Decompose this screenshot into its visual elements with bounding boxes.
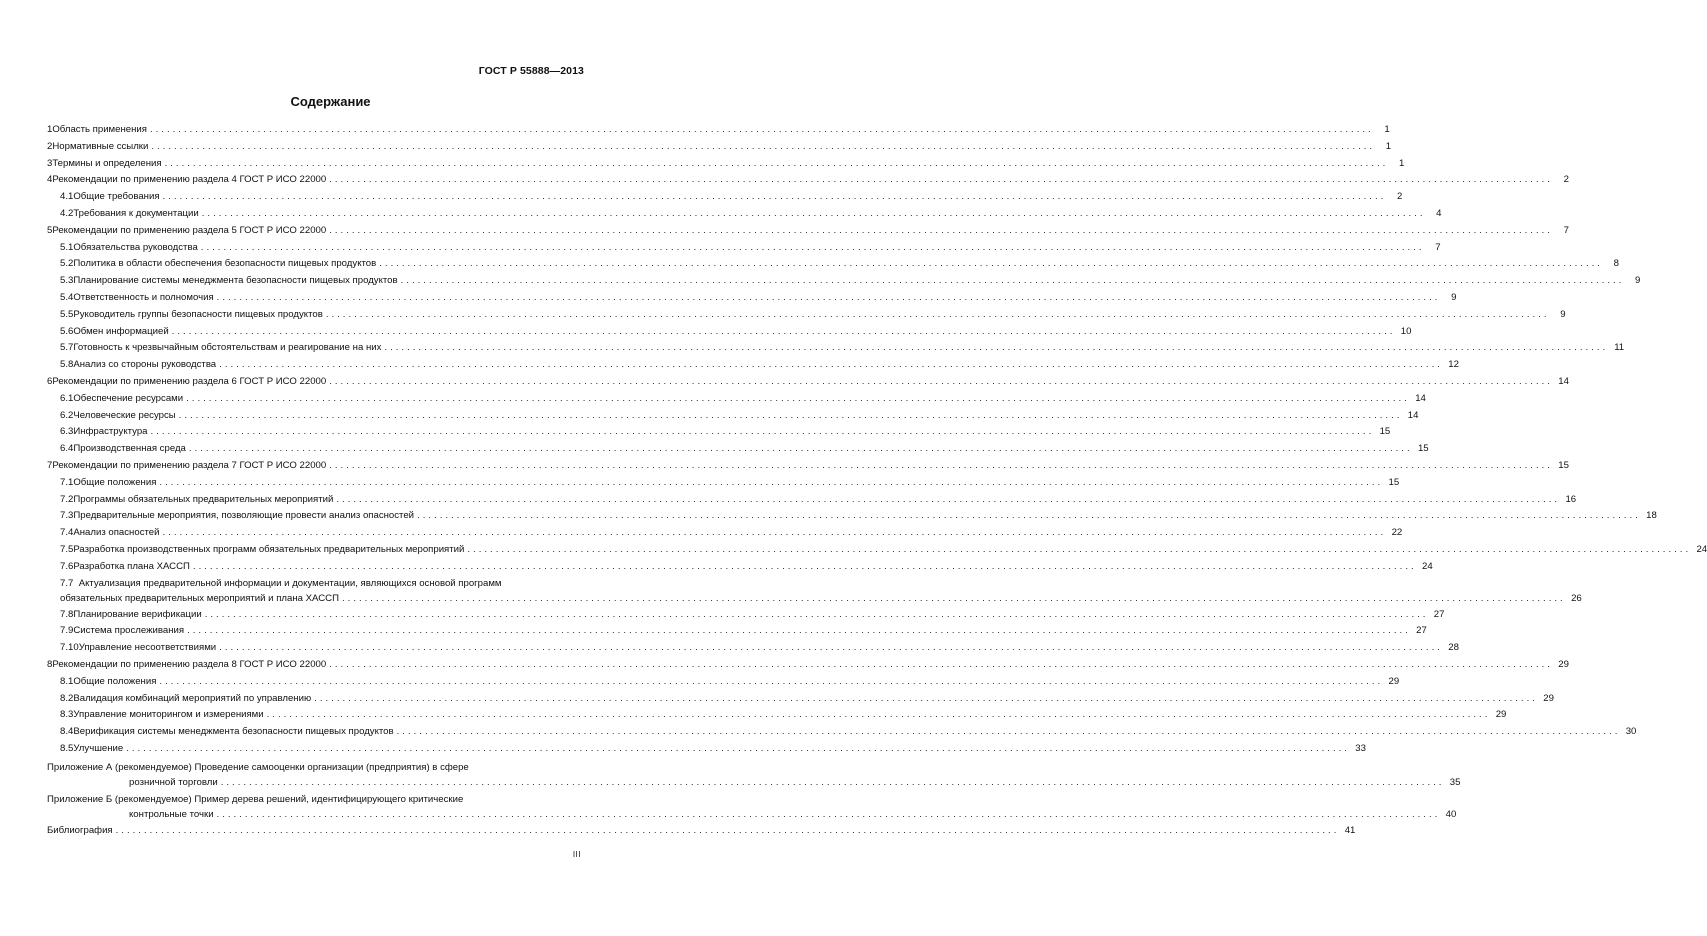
- toc-entry-number: 5.8: [60, 359, 74, 371]
- toc-entry-title-continued: контрольные точки: [129, 808, 214, 820]
- toc-entry-page: 2: [1396, 191, 1403, 203]
- toc-entry-number: 8: [47, 658, 53, 670]
- toc-entry-number: 7.2: [60, 493, 74, 505]
- toc-entry-number: 3: [47, 157, 53, 169]
- toc-entry-number: 5.2: [60, 258, 74, 270]
- toc-entry-title: Рекомендации по применению раздела 7 ГОСТ Р ИСО 22000: [52, 459, 327, 471]
- toc-entry-number: 7.5: [60, 543, 74, 555]
- toc-entry-number: 5.4: [60, 291, 74, 303]
- toc-entry-title: Инфраструктура: [73, 426, 148, 438]
- toc-entry-title: Обмен информацией: [73, 325, 169, 337]
- toc-entry[interactable]: [47, 357, 1459, 374]
- toc-entry[interactable]: [47, 273, 1641, 290]
- leader-dots: [379, 256, 1603, 273]
- toc-entry-title: Рекомендации по применению раздела 6 ГОСТ Р ИСО 22000: [52, 375, 327, 387]
- toc-entry-title: Предварительные мероприятия, позволяющие провести анализ опасностей: [73, 510, 415, 522]
- leader-dots: [116, 823, 1340, 840]
- toc-entry-number: 5.5: [60, 308, 74, 320]
- toc-entry-number: 5.1: [60, 241, 74, 253]
- toc-entry-title: Управление несоответствиями: [78, 642, 217, 654]
- toc-entry-page: 1: [1398, 157, 1405, 169]
- toc-entry-number: 8.4: [60, 726, 74, 738]
- toc-entry-page: 7: [1435, 241, 1441, 253]
- toc-entry-number: 7.7: [60, 577, 74, 589]
- toc-entry-page: 15: [1558, 459, 1569, 471]
- leader-dots: [329, 657, 1553, 674]
- toc-entry[interactable]: [47, 156, 1405, 173]
- toc-entry-page: 14: [1558, 375, 1569, 387]
- leader-dots: [217, 290, 1441, 307]
- leader-dots: [397, 724, 1621, 741]
- toc-entry-number: 8.5: [60, 742, 74, 754]
- toc-entry-title: Руководитель группы безопасности пищевых продуктов: [73, 308, 323, 320]
- toc-entry-page: 9: [1635, 275, 1641, 287]
- appendix-title-line1: Приложение Б (рекомендуемое) Пример дерева решений, идентифицирующего критические: [47, 793, 464, 805]
- toc-entry-number: 2: [47, 140, 53, 152]
- toc-entry-title: Библиография: [47, 824, 113, 836]
- toc-entry-number: 6.1: [60, 392, 74, 404]
- leader-dots: [267, 707, 1491, 724]
- toc-entry-title-continued: обязательных предварительных мероприятий и плана ХАССП: [60, 592, 339, 604]
- appendix-list: [47, 760, 1461, 822]
- toc-entry-page: 9: [1451, 291, 1457, 303]
- toc-entry-title-continued: розничной торговли: [129, 776, 218, 788]
- toc-entry-page: 24: [1422, 560, 1433, 572]
- toc-entry-page: 7: [1563, 224, 1569, 236]
- leader-dots: [217, 807, 1441, 822]
- toc-entry-number: 7.3: [60, 510, 74, 522]
- toc-entry-page: 2: [1563, 174, 1569, 186]
- leader-dots: [159, 475, 1383, 492]
- leader-dots: [219, 640, 1443, 657]
- toc-entry-title: Область применения: [52, 124, 147, 135]
- leader-dots: [150, 122, 1374, 139]
- toc-entry[interactable]: [47, 492, 1577, 509]
- leader-dots: [186, 391, 1410, 408]
- toc-entry-number: 4: [47, 174, 53, 186]
- leader-dots: [159, 674, 1383, 691]
- toc-entry-appendix[interactable]: [47, 760, 1461, 790]
- toc-entry-page: 12: [1448, 359, 1459, 371]
- toc-entry[interactable]: [47, 340, 1625, 357]
- toc-entry[interactable]: [47, 674, 1400, 691]
- toc-entry-page: 24: [1696, 543, 1707, 555]
- toc-entry-page: 8: [1613, 258, 1619, 270]
- toc-entry-number: 8.2: [60, 692, 74, 704]
- toc-entry-title: Актуализация предварительной информации и документации, являющихся основой программ: [78, 577, 502, 589]
- leader-dots: [467, 542, 1691, 559]
- toc-entry[interactable]: [47, 172, 1569, 189]
- toc-entry-page: 27: [1433, 608, 1445, 620]
- toc-entry-title: Система прослеживания: [73, 625, 185, 637]
- toc-entry-title: Анализ со стороны руководства: [73, 359, 217, 371]
- leader-dots: [314, 691, 1538, 708]
- leader-dots: [401, 273, 1625, 290]
- toc-entry[interactable]: [47, 475, 1400, 492]
- toc-entry-page: 29: [1388, 675, 1400, 687]
- leader-dots: [179, 408, 1403, 425]
- toc-entry[interactable]: [47, 657, 1569, 674]
- toc-entry-title: Термины и определения: [52, 157, 162, 169]
- leader-dots: [151, 139, 1375, 156]
- toc-entry-number: 8.1: [60, 675, 74, 687]
- toc-entry-page: 1: [1385, 140, 1392, 152]
- toc-entry-page: 28: [1448, 642, 1459, 654]
- toc-entry-number: 6.2: [60, 409, 74, 421]
- leader-dots: [219, 357, 1443, 374]
- toc-part-2: [47, 607, 1637, 758]
- leader-dots: [201, 240, 1425, 257]
- leader-dots: [336, 492, 1560, 509]
- toc-entry-page: 29: [1558, 658, 1569, 670]
- toc-entry-number: 4.1: [60, 191, 74, 203]
- toc-entry[interactable]: [47, 408, 1419, 425]
- toc-entry-title: Обязательства руководства: [73, 241, 198, 253]
- toc-entry-page: 29: [1543, 692, 1554, 704]
- toc-entry-number: 7.4: [60, 527, 74, 539]
- toc-entry-number: 7.6: [60, 560, 74, 572]
- appendix-title-line2: [47, 807, 1457, 822]
- toc-entry-title: Разработка производственных программ обязательных предварительных мероприятий: [73, 543, 465, 555]
- toc-entry-title: Рекомендации по применению раздела 4 ГОСТ Р ИСО 22000: [52, 174, 327, 186]
- toc-entry[interactable]: [47, 290, 1457, 307]
- toc-entry-page: 27: [1416, 625, 1427, 637]
- toc-entry-number: 6.3: [60, 426, 74, 438]
- toc-entry-page: 16: [1565, 493, 1577, 505]
- leader-dots: [329, 172, 1553, 189]
- toc-entry-title: Улучшение: [73, 742, 124, 754]
- toc-entry-page: 11: [1614, 342, 1625, 354]
- toc-entry-number: 7.8: [60, 608, 74, 620]
- toc-entry[interactable]: [47, 691, 1554, 708]
- toc-entry[interactable]: [47, 640, 1459, 657]
- toc-entry-title: Управление мониторингом и измерениями: [73, 709, 264, 721]
- toc-entry[interactable]: [47, 189, 1403, 206]
- toc-entry[interactable]: [47, 441, 1429, 458]
- page-title: Содержание: [290, 94, 371, 109]
- toc-entry-7-7-line1: [60, 576, 583, 591]
- toc-entry[interactable]: [47, 240, 1441, 257]
- toc-entry-number: 6: [47, 375, 53, 387]
- leader-dots: [165, 156, 1389, 173]
- toc-entry-page: 15: [1417, 443, 1429, 455]
- leader-dots: [329, 458, 1553, 475]
- toc-entry-title: Производственная среда: [73, 443, 186, 455]
- toc-entry-page: 33: [1355, 742, 1366, 754]
- leader-dots: [329, 223, 1553, 240]
- table-of-contents: [47, 122, 1707, 839]
- toc-entry[interactable]: [47, 122, 1390, 139]
- toc-entry-number: 4.2: [60, 207, 74, 219]
- toc-entry-number: 7.10: [60, 642, 79, 654]
- toc-entry-title: Валидация комбинаций мероприятий по управлению: [73, 692, 312, 704]
- leader-dots: [326, 307, 1550, 324]
- toc-entry[interactable]: [47, 374, 1569, 391]
- toc-entry[interactable]: [47, 206, 1442, 223]
- toc-entry-page: 15: [1388, 476, 1400, 488]
- leader-dots: [202, 206, 1426, 223]
- toc-entry-title: Рекомендации по применению раздела 5 ГОСТ Р ИСО 22000: [52, 224, 327, 236]
- toc-entry[interactable]: [47, 458, 1569, 475]
- toc-entry-number: 5.6: [60, 325, 74, 337]
- leader-dots: [187, 623, 1411, 640]
- toc-entry[interactable]: [47, 256, 1619, 273]
- toc-entry-number: 7.9: [60, 625, 74, 637]
- toc-entry-page: 40: [1445, 808, 1457, 820]
- toc-entry[interactable]: [47, 307, 1566, 324]
- leader-dots: [384, 340, 1608, 357]
- toc-entry-page: 35: [1449, 776, 1461, 788]
- toc-entry-number: 5.3: [60, 275, 74, 287]
- toc-entry[interactable]: [47, 607, 1445, 624]
- toc-entry[interactable]: [47, 424, 1391, 441]
- toc-entry-page: 18: [1646, 510, 1657, 522]
- toc-entry[interactable]: [47, 542, 1707, 559]
- leader-dots: [193, 559, 1417, 576]
- toc-entry-page: 14: [1407, 409, 1419, 421]
- leader-dots: [151, 424, 1375, 441]
- leader-dots: [205, 607, 1429, 624]
- page-number: III: [572, 850, 581, 859]
- toc-entry-page: 10: [1400, 325, 1412, 337]
- toc-entry-title: Общие положения: [73, 675, 157, 687]
- toc-entry-number: 7.1: [60, 476, 74, 488]
- toc-entry-page: 29: [1495, 709, 1507, 721]
- toc-entry-appendix[interactable]: [47, 792, 1457, 822]
- toc-entry-title: Планирование системы менеджмента безопасности пищевых продуктов: [73, 275, 398, 287]
- toc-entry-title: Общие положения: [73, 476, 157, 488]
- toc-entry-title: Анализ опасностей: [73, 527, 160, 539]
- toc-entry-title: Требования к документации: [73, 207, 199, 219]
- toc-entry-title: Ответственность и полномочия: [73, 291, 214, 303]
- toc-entry-number: 8.3: [60, 709, 74, 721]
- toc-entry-title: Планирование верификации: [73, 608, 202, 620]
- toc-entry-number: 7: [47, 459, 53, 471]
- toc-entry-page: 4: [1436, 207, 1442, 219]
- toc-entry-page: 9: [1560, 308, 1566, 320]
- toc-entry-title: Готовность к чрезвычайным обстоятельствам и реагирование на них: [73, 342, 382, 354]
- toc-entry-page: 1: [1384, 124, 1390, 135]
- toc-entry[interactable]: [47, 324, 1412, 341]
- toc-entry[interactable]: [47, 559, 1433, 576]
- toc-entry-7-7-line2: [60, 591, 1582, 606]
- toc-entry-title: Рекомендации по применению раздела 8 ГОСТ Р ИСО 22000: [52, 658, 327, 670]
- leader-dots: [342, 591, 1566, 606]
- toc-entry-title: Обеспечение ресурсами: [73, 392, 184, 404]
- toc-entry[interactable]: [47, 741, 1366, 758]
- toc-entry-page: 22: [1391, 527, 1403, 539]
- leader-dots: [172, 324, 1396, 341]
- toc-part-1: [47, 122, 1707, 576]
- toc-entry-page: 26: [1571, 592, 1582, 604]
- toc-entry-title: Нормативные ссылки: [52, 140, 149, 152]
- toc-entry-number: 1: [47, 124, 53, 135]
- toc-entry-number: 6.4: [60, 443, 74, 455]
- leader-dots: [126, 741, 1350, 758]
- toc-entry[interactable]: [47, 139, 1392, 156]
- toc-entry[interactable]: [47, 508, 1657, 525]
- appendix-title-line2: [47, 775, 1461, 790]
- appendix-title-line1: Приложение А (рекомендуемое) Проведение самооценки организации (предприятия) в сфере: [47, 761, 469, 773]
- toc-entry-page: 14: [1415, 392, 1426, 404]
- toc-entry-page: 30: [1625, 726, 1637, 738]
- toc-entry[interactable]: [47, 707, 1507, 724]
- leader-dots: [221, 775, 1445, 790]
- toc-entry-title: Верификация системы менеджмента безопасности пищевых продуктов: [73, 726, 394, 738]
- toc-entry[interactable]: [47, 623, 1427, 640]
- toc-entry-title: Человеческие ресурсы: [73, 409, 176, 421]
- toc-entry-page: 41: [1344, 824, 1356, 836]
- toc-entry[interactable]: [47, 525, 1403, 542]
- toc-entry-number: 5: [47, 224, 53, 236]
- toc-entry[interactable]: [47, 223, 1569, 240]
- toc-entry-bibliography[interactable]: [47, 823, 1356, 840]
- toc-entry-title: Политика в области обеспечения безопасности пищевых продуктов: [73, 258, 377, 270]
- document-header: ГОСТ Р 55888—2013: [478, 65, 584, 77]
- toc-entry-title: Программы обязательных предварительных мероприятий: [73, 493, 334, 505]
- toc-entry-7-7[interactable]: [47, 576, 1582, 606]
- toc-entry-page: 15: [1379, 426, 1391, 438]
- leader-dots: [162, 525, 1386, 542]
- toc-entry[interactable]: [47, 391, 1426, 408]
- leader-dots: [417, 508, 1641, 525]
- toc-entry-title: Общие требования: [73, 191, 160, 203]
- toc-entry-title: Разработка плана ХАССП: [73, 560, 190, 572]
- leader-dots: [189, 441, 1413, 458]
- toc-entry[interactable]: [47, 724, 1637, 741]
- leader-dots: [163, 189, 1387, 206]
- leader-dots: [329, 374, 1553, 391]
- toc-entry-number: 5.7: [60, 342, 74, 354]
